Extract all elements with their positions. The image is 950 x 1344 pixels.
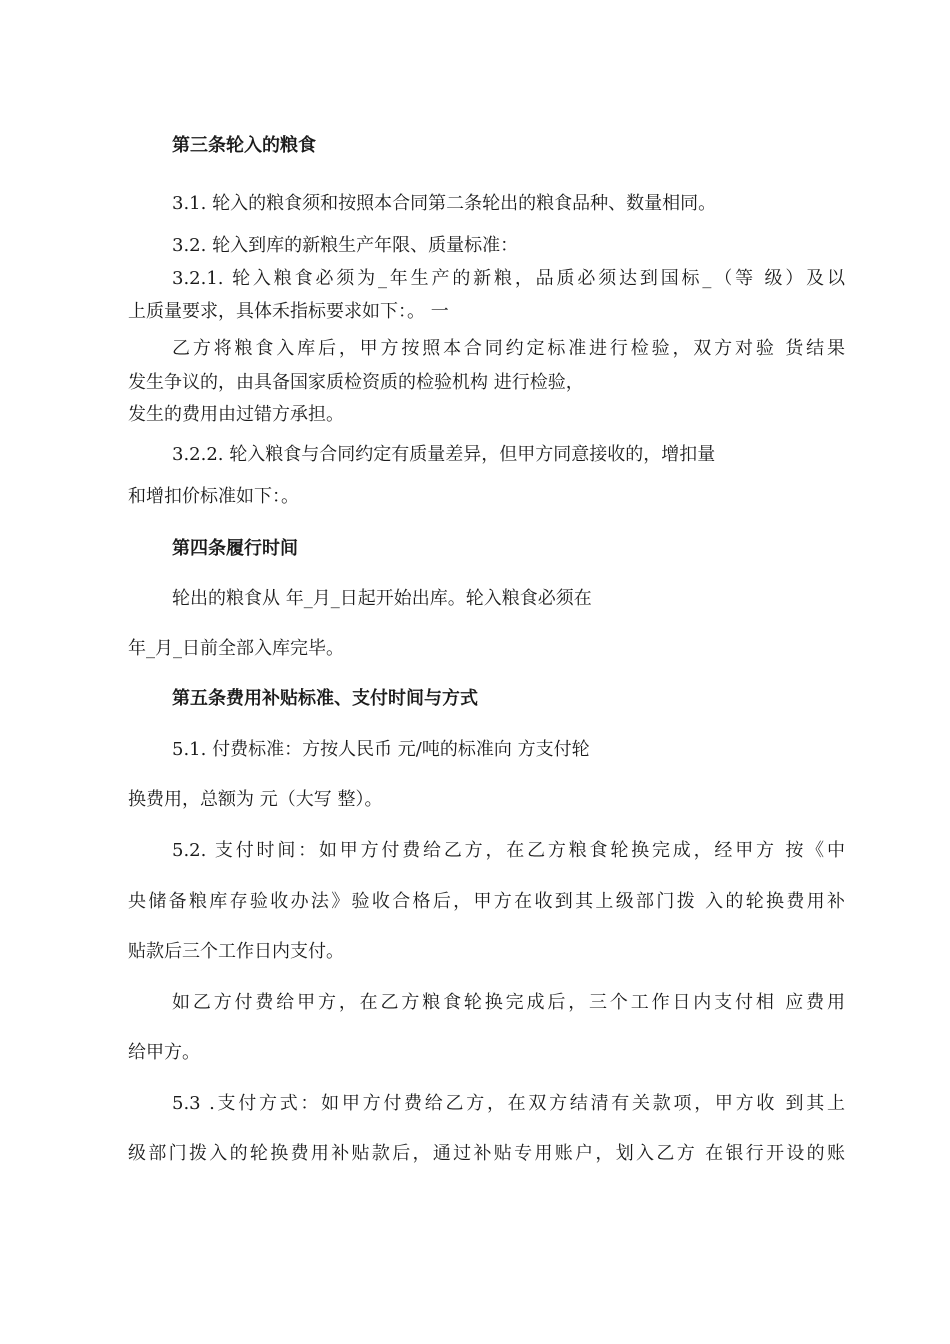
clause-3-2-1-line-2: 上质量要求，具体禾指标要求如下：。 一 bbox=[128, 301, 449, 322]
clause-3-2-2-line-2: 和增扣价标准如下：。 bbox=[128, 486, 299, 507]
clause-5-2-line-3: 贴款后三个工作日内支付。 bbox=[128, 941, 344, 962]
article-3-heading: 第三条轮入的粮食 bbox=[172, 135, 316, 156]
clause-3-2: 3.2. 轮入到库的新粮生产年限、质量标准： bbox=[172, 235, 519, 256]
clause-5-1-line-2: 换费用，总额为 元（大写 整）。 bbox=[128, 789, 383, 810]
clause-5-2-line-1: 5.2. 支付时间：如甲方付费给乙方，在乙方粮食轮换完成，经甲方 按《中 bbox=[172, 840, 845, 861]
article-4-line-2: 年_月_日前全部入库完毕。 bbox=[128, 638, 344, 659]
clause-3-2-1-paragraph-line-1: 乙方将粮食入库后，甲方按照本合同约定标准进行检验，双方对验 货结果 bbox=[172, 338, 845, 359]
clause-3-1: 3.1. 轮入的粮食须和按照本合同第二条轮出的粮食品种、数量相同。 bbox=[172, 193, 717, 214]
clause-3-2-1-paragraph-line-2: 发生争议的，由具备国家质检资质的检验机构 进行检验， bbox=[128, 372, 584, 393]
clause-3-2-1-paragraph-line-3: 发生的费用由过错方承担。 bbox=[128, 404, 344, 425]
clause-5-2-paragraph-line-2: 给甲方。 bbox=[128, 1042, 200, 1063]
article-5-heading: 第五条费用补贴标准、支付时间与方式 bbox=[172, 688, 478, 709]
clause-5-3-line-1: 5.3 .支付方式：如甲方付费给乙方，在双方结清有关款项，甲方收 到其上 bbox=[172, 1093, 845, 1114]
article-4-line-1: 轮出的粮食从 年_月_日起开始出库。轮入粮食必须在 bbox=[172, 588, 592, 609]
clause-5-2-line-2: 央储备粮库存验收办法》验收合格后，甲方在收到其上级部门拨 入的轮换费用补 bbox=[128, 891, 845, 912]
clause-3-2-2-line-1: 3.2.2. 轮入粮食与合同约定有质量差异，但甲方同意接收的，增扣量 bbox=[172, 444, 716, 465]
clause-3-2-1-line-1: 3.2.1. 轮入粮食必须为_年生产的新粮，品质必须达到国标_（等 级）及以 bbox=[172, 268, 845, 289]
clause-5-1-line-1: 5.1. 付费标准：方按人民币 元/吨的标准向 方支付轮 bbox=[172, 739, 590, 760]
clause-5-3-line-2: 级部门拨入的轮换费用补贴款后，通过补贴专用账户，划入乙方 在银行开设的账 bbox=[128, 1143, 845, 1164]
clause-5-2-paragraph-line-1: 如乙方付费给甲方，在乙方粮食轮换完成后，三个工作日内支付相 应费用 bbox=[172, 992, 845, 1013]
article-4-heading: 第四条履行时间 bbox=[172, 538, 298, 559]
